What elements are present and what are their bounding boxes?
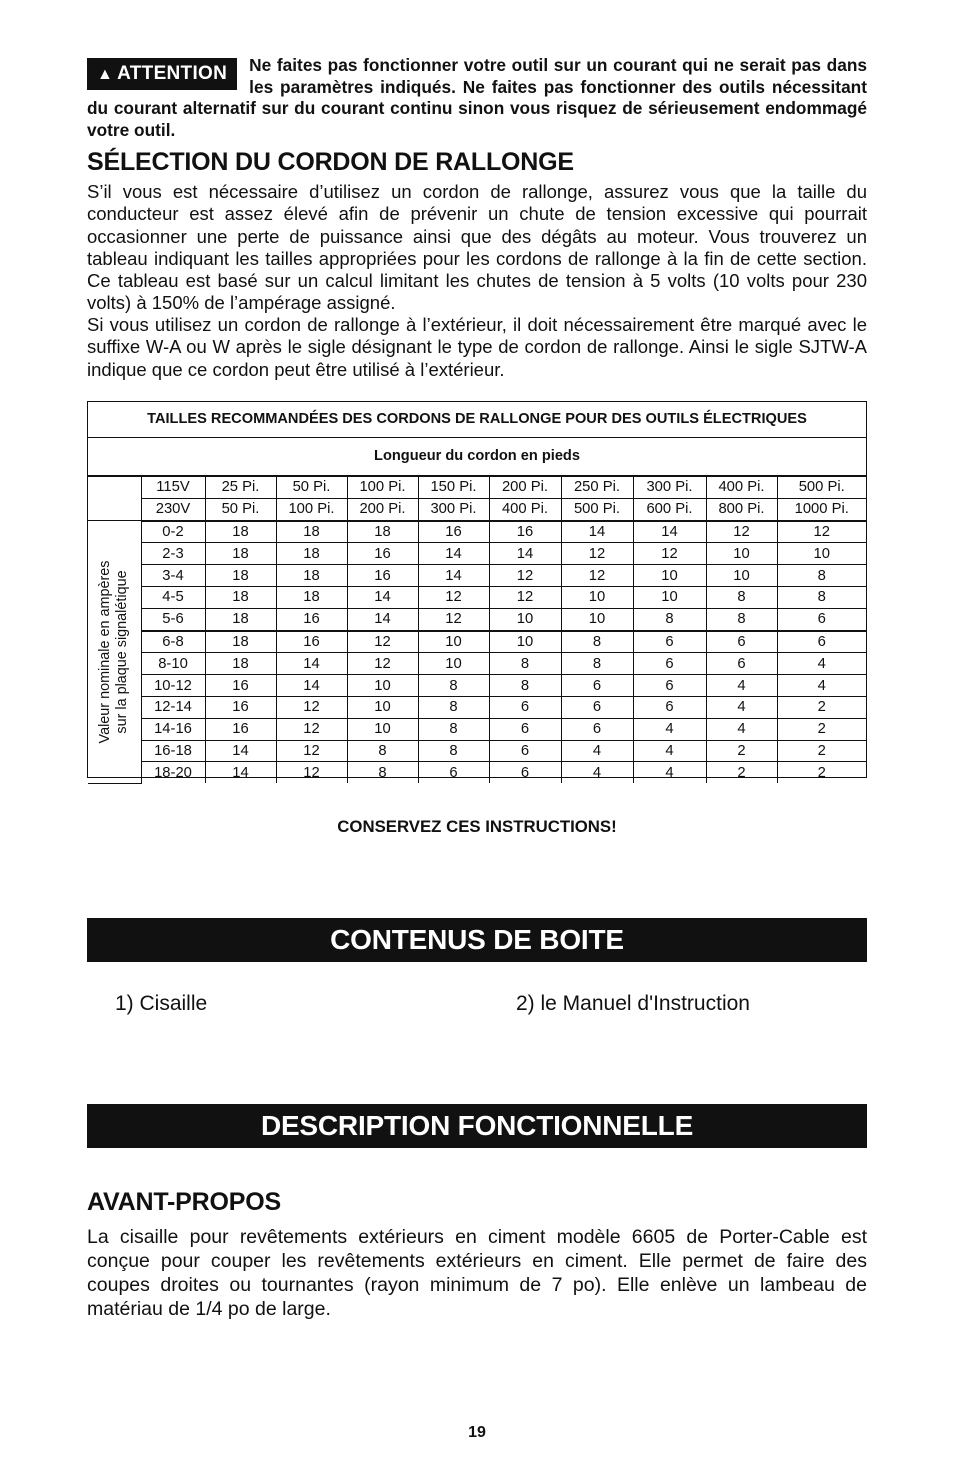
gauge-cell: 2: [777, 740, 866, 762]
gauge-cell: 12: [276, 740, 347, 762]
gauge-cell: 14: [418, 543, 489, 565]
gauge-cell: 18: [205, 608, 276, 630]
gauge-cell: 6: [706, 631, 777, 653]
header-cell: 300 Pi.: [418, 498, 489, 520]
amperage-range-cell: 16-18: [141, 740, 205, 762]
warning-triangle-icon: ▲: [97, 66, 114, 83]
gauge-cell: 8: [706, 608, 777, 630]
table-title: TAILLES RECOMMANDÉES DES CORDONS DE RALLONGE POUR DES OUTILS ÉLECTRIQUES: [88, 402, 866, 438]
gauge-cell: 14: [561, 521, 633, 543]
gauge-cell: 6: [777, 631, 866, 653]
table-row: [88, 631, 866, 653]
blank-cell: [88, 477, 141, 521]
header-cell: 800 Pi.: [706, 498, 777, 520]
gauge-cell: 4: [777, 653, 866, 675]
functional-description-banner: DESCRIPTION FONCTIONNELLE: [87, 1104, 867, 1148]
gauge-cell: 8: [561, 631, 633, 653]
gauge-cell: 18: [276, 565, 347, 587]
gauge-cell: 18: [347, 521, 418, 543]
gauge-cell: 12: [489, 565, 561, 587]
page-number: 19: [468, 1424, 486, 1441]
header-cell: 50 Pi.: [205, 498, 276, 520]
gauge-cell: 6: [561, 718, 633, 740]
gauge-cell: 6: [489, 696, 561, 718]
gauge-cell: 8: [347, 762, 418, 783]
table-subtitle: Longueur du cordon en pieds: [88, 438, 866, 476]
gauge-cell: 12: [276, 762, 347, 783]
gauge-cell: 12: [347, 653, 418, 675]
gauge-cell: 10: [561, 586, 633, 608]
table-row: [88, 608, 866, 630]
gauge-cell: 18: [205, 631, 276, 653]
amperage-range-cell: 12-14: [141, 696, 205, 718]
gauge-cell: 6: [489, 718, 561, 740]
gauge-cell: 8: [347, 740, 418, 762]
gauge-cell: 14: [276, 653, 347, 675]
gauge-cell: 6: [418, 762, 489, 783]
gauge-cell: 12: [489, 586, 561, 608]
gauge-cell: 16: [205, 696, 276, 718]
gauge-cell: 6: [777, 608, 866, 630]
gauge-cell: 6: [561, 675, 633, 697]
gauge-cell: 8: [777, 565, 866, 587]
gauge-cell: 4: [633, 740, 706, 762]
gauge-cell: 18: [205, 653, 276, 675]
gauge-cell: 14: [633, 521, 706, 543]
amperage-range-cell: 2-3: [141, 543, 205, 565]
attention-warning: [87, 55, 867, 141]
gauge-cell: 14: [205, 762, 276, 783]
table-row: [88, 696, 866, 718]
gauge-cell: 4: [706, 675, 777, 697]
gauge-cell: 12: [276, 696, 347, 718]
amperage-range-cell: 10-12: [141, 675, 205, 697]
header-cell: 115V: [141, 477, 205, 499]
voltage-230-row: [88, 498, 866, 520]
gauge-cell: 18: [276, 521, 347, 543]
header-cell: 50 Pi.: [276, 477, 347, 499]
table-row: [88, 675, 866, 697]
gauge-cell: 16: [276, 631, 347, 653]
amperage-range-cell: 5-6: [141, 608, 205, 630]
extension-cord-paragraph-1: S’il vous est nécessaire d’utilisez un cordon de rallonge, assurez vous que la taille du conducteur est assez élevé afin de prévenir un chute de tension excessive qui pourrait occasionner une perte de puissance ainsi que des dégâts au moteur. Vous trouverez un tableau indiquant les tailles appropriées pour les cordons de rallonge à la fin de cette section. Ce tableau est basé sur un calcul limitant les chutes de tension à 5 volts (10 volts pour 230 volts) à 150% de l’ampérage assigné.: [87, 181, 867, 314]
gauge-cell: 10: [347, 675, 418, 697]
attention-badge: [87, 58, 237, 90]
gauge-cell: 12: [706, 521, 777, 543]
header-cell: 25 Pi.: [205, 477, 276, 499]
amperage-range-cell: 0-2: [141, 521, 205, 543]
gauge-cell: 10: [489, 608, 561, 630]
gauge-cell: 10: [777, 543, 866, 565]
gauge-cell: 2: [777, 696, 866, 718]
gauge-cell: 12: [777, 521, 866, 543]
gauge-cell: 18: [205, 586, 276, 608]
gauge-cell: 6: [489, 762, 561, 783]
gauge-cell: 10: [706, 565, 777, 587]
amperage-label-line-1: Valeur nominale en ampères: [97, 560, 114, 744]
gauge-cell: 6: [561, 696, 633, 718]
gauge-cell: 12: [561, 565, 633, 587]
amperage-range-cell: 8-10: [141, 653, 205, 675]
gauge-cell: 14: [276, 675, 347, 697]
gauge-cell: 6: [633, 631, 706, 653]
box-item-manual: 2) le Manuel d'Instruction: [516, 992, 750, 1015]
gauge-cell: 8: [418, 740, 489, 762]
gauge-cell: 6: [489, 740, 561, 762]
gauge-cell: 8: [418, 718, 489, 740]
gauge-cell: 16: [205, 675, 276, 697]
gauge-cell: 14: [347, 608, 418, 630]
header-cell: 200 Pi.: [489, 477, 561, 499]
amperage-label: [97, 560, 131, 743]
gauge-cell: 2: [706, 762, 777, 783]
header-cell: 400 Pi.: [489, 498, 561, 520]
cord-size-table: [87, 401, 867, 781]
gauge-cell: 16: [347, 565, 418, 587]
extension-cord-heading: SÉLECTION DU CORDON DE RALLONGE: [87, 148, 574, 176]
amperage-range-cell: 6-8: [141, 631, 205, 653]
attention-badge-label: ATTENTION: [117, 63, 228, 84]
table-row: [88, 718, 866, 740]
amperage-range-cell: 4-5: [141, 586, 205, 608]
table-row: [88, 762, 866, 783]
gauge-cell: 14: [347, 586, 418, 608]
gauge-cell: 2: [706, 740, 777, 762]
gauge-cell: 10: [347, 696, 418, 718]
gauge-cell: 18: [276, 543, 347, 565]
header-cell: 100 Pi.: [347, 477, 418, 499]
table-row: [88, 740, 866, 762]
header-cell: 230V: [141, 498, 205, 520]
gauge-cell: 4: [777, 675, 866, 697]
gauge-cell: 10: [633, 586, 706, 608]
gauge-cell: 4: [633, 718, 706, 740]
header-cell: 100 Pi.: [276, 498, 347, 520]
gauge-cell: 10: [561, 608, 633, 630]
foreword-heading: AVANT-PROPOS: [87, 1188, 281, 1216]
amperage-label-line-2: sur la plaque signalétique: [114, 570, 131, 734]
gauge-cell: 8: [489, 675, 561, 697]
voltage-115-row: [88, 477, 866, 499]
header-cell: 150 Pi.: [418, 477, 489, 499]
gauge-cell: 18: [205, 565, 276, 587]
box-contents-banner: CONTENUS DE BOITE: [87, 918, 867, 962]
gauge-cell: 4: [561, 762, 633, 783]
gauge-cell: 10: [418, 631, 489, 653]
gauge-cell: 2: [777, 718, 866, 740]
header-cell: 1000 Pi.: [777, 498, 866, 520]
gauge-cell: 10: [418, 653, 489, 675]
gauge-cell: 10: [706, 543, 777, 565]
table-row: [88, 543, 866, 565]
gauge-cell: 8: [489, 653, 561, 675]
header-cell: 250 Pi.: [561, 477, 633, 499]
table-row: [88, 653, 866, 675]
gauge-cell: 6: [633, 675, 706, 697]
gauge-cell: 8: [633, 608, 706, 630]
gauge-cell: 18: [276, 586, 347, 608]
header-cell: 500 Pi.: [777, 477, 866, 499]
gauge-cell: 14: [418, 565, 489, 587]
gauge-cell: 18: [205, 521, 276, 543]
header-cell: 400 Pi.: [706, 477, 777, 499]
gauge-cell: 4: [561, 740, 633, 762]
gauge-cell: 14: [205, 740, 276, 762]
foreword-paragraph: La cisaille pour revêtements extérieurs en ciment modèle 6605 de Porter-Cable est conçue pour couper les revêtements extérieurs en ciment. Elle permet de faire des coupes droites ou tournantes (rayon minimum de 7 po). Elle enlève un lambeau de matériau de 1/4 po de large.: [87, 1226, 867, 1320]
gauge-cell: 2: [777, 762, 866, 783]
gauge-cell: 8: [418, 696, 489, 718]
gauge-cell: 14: [489, 543, 561, 565]
gauge-cell: 8: [706, 586, 777, 608]
gauge-cell: 4: [633, 762, 706, 783]
gauge-cell: 16: [276, 608, 347, 630]
gauge-cell: 6: [633, 696, 706, 718]
gauge-cell: 8: [561, 653, 633, 675]
header-cell: 600 Pi.: [633, 498, 706, 520]
amperage-range-cell: 18-20: [141, 762, 205, 783]
table-row: [88, 521, 866, 543]
gauge-cell: 12: [633, 543, 706, 565]
gauge-cell: 8: [418, 675, 489, 697]
header-cell: 500 Pi.: [561, 498, 633, 520]
attention-text: Ne faites pas fonctionner votre outil sur un courant qui ne serait pas dans les paramètres indiqués. Ne faites pas fonctionner des outils nécessitant du courant alternatif sur du courant continu sinon vous risquez de sérieusement endommagé votre outil.: [87, 55, 867, 140]
cord-size-grid: [88, 476, 866, 784]
gauge-cell: 18: [205, 543, 276, 565]
gauge-cell: 10: [489, 631, 561, 653]
gauge-cell: 16: [205, 718, 276, 740]
header-cell: 200 Pi.: [347, 498, 418, 520]
extension-cord-paragraph-2: Si vous utilisez un cordon de rallonge à l’extérieur, il doit nécessairement être marqué avec le suffixe W-A ou W après le sigle désignant le type de cordon de rallonge. Ainsi le sigle SJTW-A indique que ce cordon peut être utilisé à l’extérieur.: [87, 314, 867, 380]
box-item-shear: 1) Cisaille: [115, 992, 208, 1015]
gauge-cell: 12: [347, 631, 418, 653]
amperage-axis-label: [88, 521, 141, 784]
gauge-cell: 4: [706, 718, 777, 740]
gauge-cell: 12: [561, 543, 633, 565]
amperage-range-cell: 3-4: [141, 565, 205, 587]
gauge-cell: 6: [706, 653, 777, 675]
gauge-cell: 10: [633, 565, 706, 587]
gauge-cell: 10: [347, 718, 418, 740]
gauge-cell: 12: [418, 586, 489, 608]
table-row: [88, 586, 866, 608]
gauge-cell: 12: [276, 718, 347, 740]
gauge-cell: 16: [347, 543, 418, 565]
gauge-cell: 6: [633, 653, 706, 675]
save-instructions: CONSERVEZ CES INSTRUCTIONS!: [337, 817, 617, 836]
gauge-cell: 12: [418, 608, 489, 630]
gauge-cell: 16: [489, 521, 561, 543]
amperage-range-cell: 14-16: [141, 718, 205, 740]
table-row: [88, 565, 866, 587]
gauge-cell: 4: [706, 696, 777, 718]
gauge-cell: 8: [777, 586, 866, 608]
header-cell: 300 Pi.: [633, 477, 706, 499]
gauge-cell: 16: [418, 521, 489, 543]
